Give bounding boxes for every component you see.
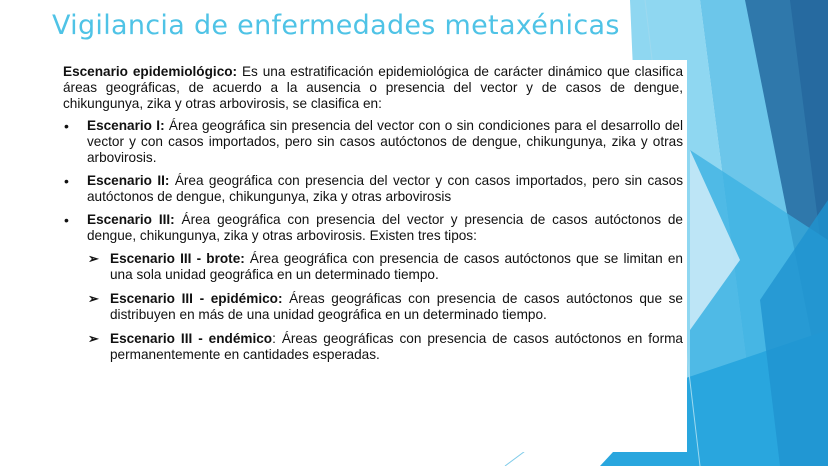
scenario-text: Área geográfica con presencia del vector y con casos importados, pero sin casos autóctonos de dengue, chikungunya, zika y otras arbovirosis xyxy=(87,173,683,204)
subitem-term: Escenario III - brote: xyxy=(110,251,245,266)
intro-text: Es una estratificación epidemiológica de carácter dinámico que clasifica áreas geográficas, de acuerdo a la ausencia o presencia del vector y de casos de dengue, chikungunya, zika y otras arbovirosis, se clasifica en: xyxy=(63,64,684,111)
scenario-text: Área geográfica sin presencia del vector con o sin condiciones para el desarrollo del vector y con casos importados, pero sin casos autóctonos de dengue, chikungunya, zika y otras arbovirosis. xyxy=(87,118,683,165)
scenario-term: Escenario III: xyxy=(87,212,175,227)
scenario-list xyxy=(61,118,683,363)
subitem-text: : Áreas geográficas con presencia de casos autóctonos en forma permanentemente en cantidades esperadas. xyxy=(110,331,683,362)
scenario-term: Escenario I: xyxy=(87,118,165,133)
subitem-text: Áreas geográficas con presencia de casos autóctonos que se distribuyen en más de una unidad geográfica en un determinado tiempo. xyxy=(110,291,683,322)
scanned-document-image xyxy=(57,60,687,452)
scenario-item xyxy=(61,118,683,166)
subitem-term: Escenario III - endémico xyxy=(110,331,273,346)
arrow-bullet-icon: ➢ xyxy=(88,251,99,266)
subitem-term: Escenario III - epidémico: xyxy=(110,291,283,306)
arrow-bullet-icon: ➢ xyxy=(88,291,99,306)
scenario-subitem xyxy=(61,251,683,283)
scenario-subitem xyxy=(61,291,683,323)
intro-term: Escenario epidemiológico: xyxy=(63,64,238,79)
intro-paragraph xyxy=(63,64,683,112)
scenario-item xyxy=(61,173,683,205)
scenario-text: Área geográfica con presencia del vector y presencia de casos autóctonos de dengue, chikungunya, zika y otras arbovirosis. Existen tres tipos: xyxy=(87,212,683,243)
bullet-icon: • xyxy=(64,118,69,134)
slide-title: Vigilancia de enfermedades metaxénicas xyxy=(52,10,620,41)
scenario-item xyxy=(61,212,683,244)
scenario-term: Escenario II: xyxy=(87,173,170,188)
bullet-icon: • xyxy=(64,212,69,228)
subitem-text: Área geográfica con presencia de casos autóctonos que se limitan en una sola unidad geográfica en un determinado tiempo. xyxy=(110,251,683,282)
scenario-subitem xyxy=(61,331,683,363)
arrow-bullet-icon: ➢ xyxy=(88,331,99,346)
bullet-icon: • xyxy=(64,173,69,189)
